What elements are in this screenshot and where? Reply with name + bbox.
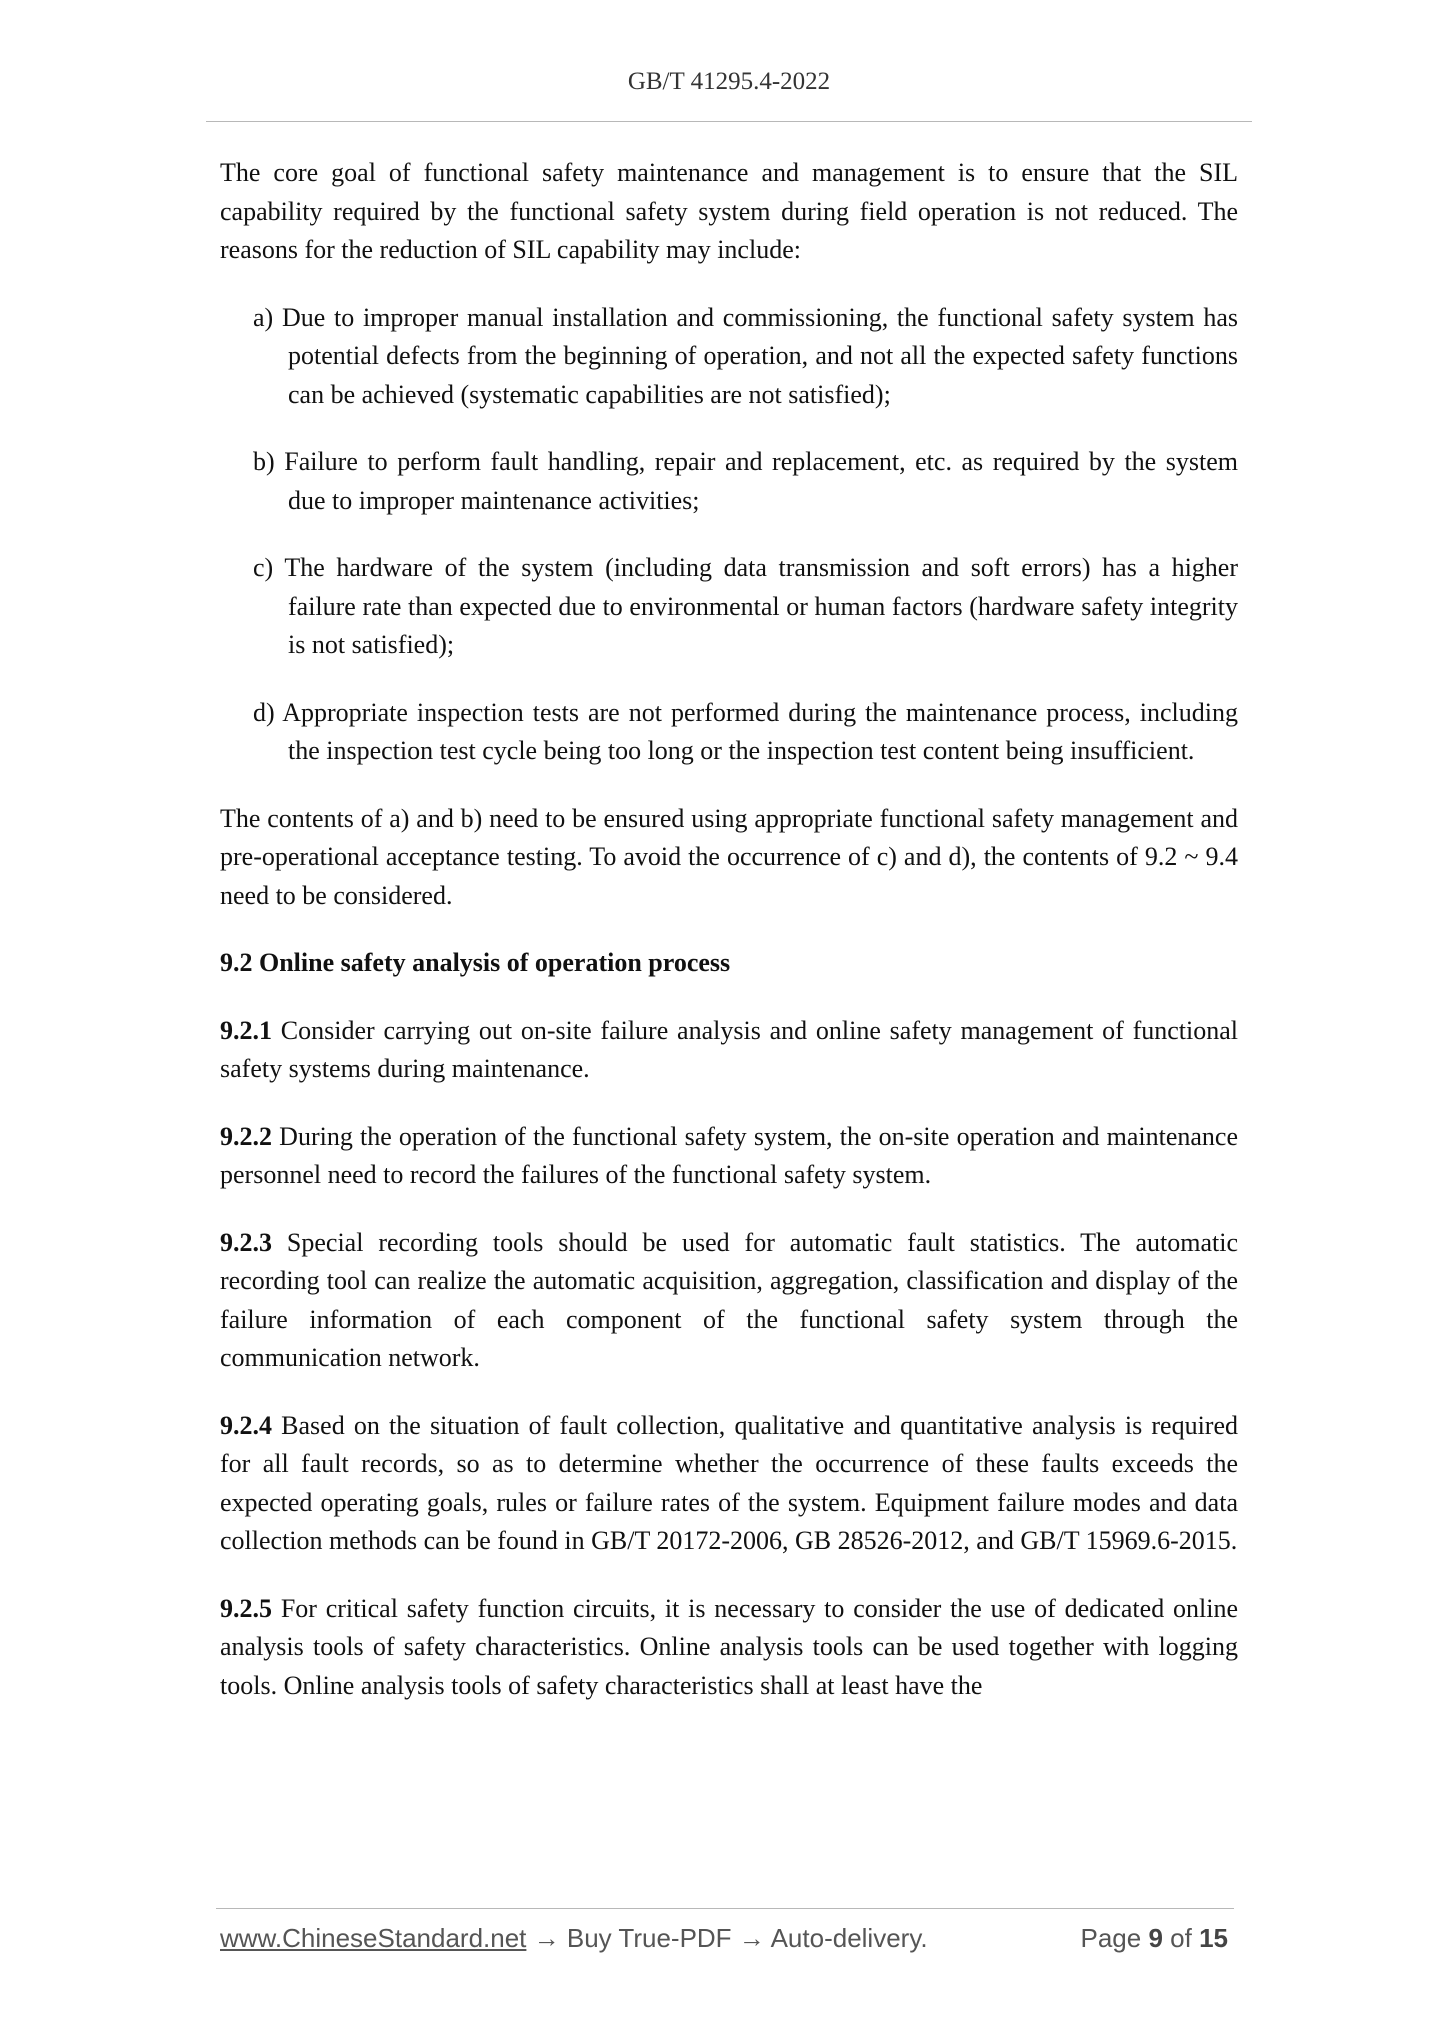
page-label: Page <box>1080 1923 1142 1953</box>
document-body <box>220 154 1238 1734</box>
page-number: 9 <box>1148 1923 1163 1953</box>
footer-promo <box>220 1923 928 1954</box>
arrow-right-icon: → <box>526 1923 567 1953</box>
list-marker: d) <box>253 697 275 727</box>
list-text: Failure to perform fault handling, repair and replacement, etc. as required by the system due to improper maintenance activities; <box>284 447 1239 515</box>
auto-delivery-text: Auto-delivery. <box>770 1923 928 1953</box>
after-list-paragraph: The contents of a) and b) need to be ensured using appropriate functional safety management and pre-operational acceptance testing. To avoid the occurrence of c) and d), the contents of 9.2 ~ 9.4 need to be considered. <box>220 803 1238 910</box>
of-label: of <box>1170 1923 1192 1953</box>
header-rule <box>206 121 1252 122</box>
page-counter <box>1080 1923 1228 1954</box>
clause-9-2-3 <box>220 1224 1238 1378</box>
clause-number: 9.2.5 <box>220 1593 272 1623</box>
clause-9-2-2 <box>220 1118 1238 1195</box>
clause-text: Based on the situation of fault collection, qualitative and quantitative analysis is required for all fault records, so as to determine whether the occurrence of these faults exceeds the expected operating goals, rules or failure rates of the system. Equipment failure modes and data collection methods can be found in GB/T 20172-2006, GB 28526-2012, and GB/T 15969.6-2015. <box>220 1410 1239 1555</box>
clause-number: 9.2.3 <box>220 1227 272 1257</box>
footer-rule <box>216 1908 1234 1909</box>
clause-text: Special recording tools should be used for automatic fault statistics. The automatic recording tool can realize the automatic acquisition, aggregation, classification and display of the failure information of each component of the functional safety system through the communication network. <box>220 1227 1239 1372</box>
clause-9-2-5 <box>220 1590 1238 1706</box>
list-marker: b) <box>253 447 275 476</box>
total-pages: 15 <box>1199 1923 1228 1953</box>
list-text: The hardware of the system (including data transmission and soft errors) has a higher failure rate than expected due to environmental or human factors (hardware safety integrity is not satisfied); <box>284 553 1239 659</box>
clause-9-2-4 <box>220 1407 1238 1561</box>
list-marker: c) <box>253 553 274 582</box>
clause-text: Consider carrying out on-site failure analysis and online safety management of functional safety systems during maintenance. <box>220 1015 1239 1083</box>
clause-number: 9.2.4 <box>220 1410 272 1440</box>
list-item-b <box>253 443 1238 520</box>
arrow-right-icon: → <box>731 1923 771 1953</box>
website-link[interactable]: www.ChineseStandard.net <box>220 1923 527 1953</box>
list-text: Due to improper manual installation and commissioning, the functional safety system has potential defects from the beginning of operation, and not all the expected safety functions can be achieved (systematic capabilities are not satisfied); <box>281 302 1238 409</box>
list-marker: a) <box>253 302 274 332</box>
list-item-d <box>253 694 1238 771</box>
clause-text: During the operation of the functional safety system, the on-site operation and maintenance personnel need to record the failures of the functional safety system. <box>220 1121 1238 1189</box>
clause-text: For critical safety function circuits, it is necessary to consider the use of dedicated online analysis tools of safety characteristics. Online analysis tools can be used together with logging tools. Online analysis tools of safety characteristics shall at least have the <box>220 1593 1238 1700</box>
section-heading: 9.2 Online safety analysis of operation process <box>220 948 731 977</box>
clause-number: 9.2.1 <box>220 1015 272 1045</box>
list-item-a <box>253 299 1238 415</box>
list-text: Appropriate inspection tests are not performed during the maintenance process, including the inspection test cycle being too long or the inspection test content being insufficient. <box>282 697 1238 765</box>
list-item-c <box>253 549 1238 665</box>
page-footer <box>220 1923 1238 1963</box>
clause-9-2-1 <box>220 1012 1238 1089</box>
page-header: GB/T 41295.4-2022 <box>627 68 831 95</box>
clause-number: 9.2.2 <box>220 1121 272 1151</box>
intro-paragraph: The core goal of functional safety maintenance and management is to ensure that the SIL capability required by the functional safety system during field operation is not reduced. The reasons for the reduction of SIL capability may include: <box>220 158 1238 264</box>
buy-pdf-text: Buy True-PDF <box>566 1923 732 1953</box>
